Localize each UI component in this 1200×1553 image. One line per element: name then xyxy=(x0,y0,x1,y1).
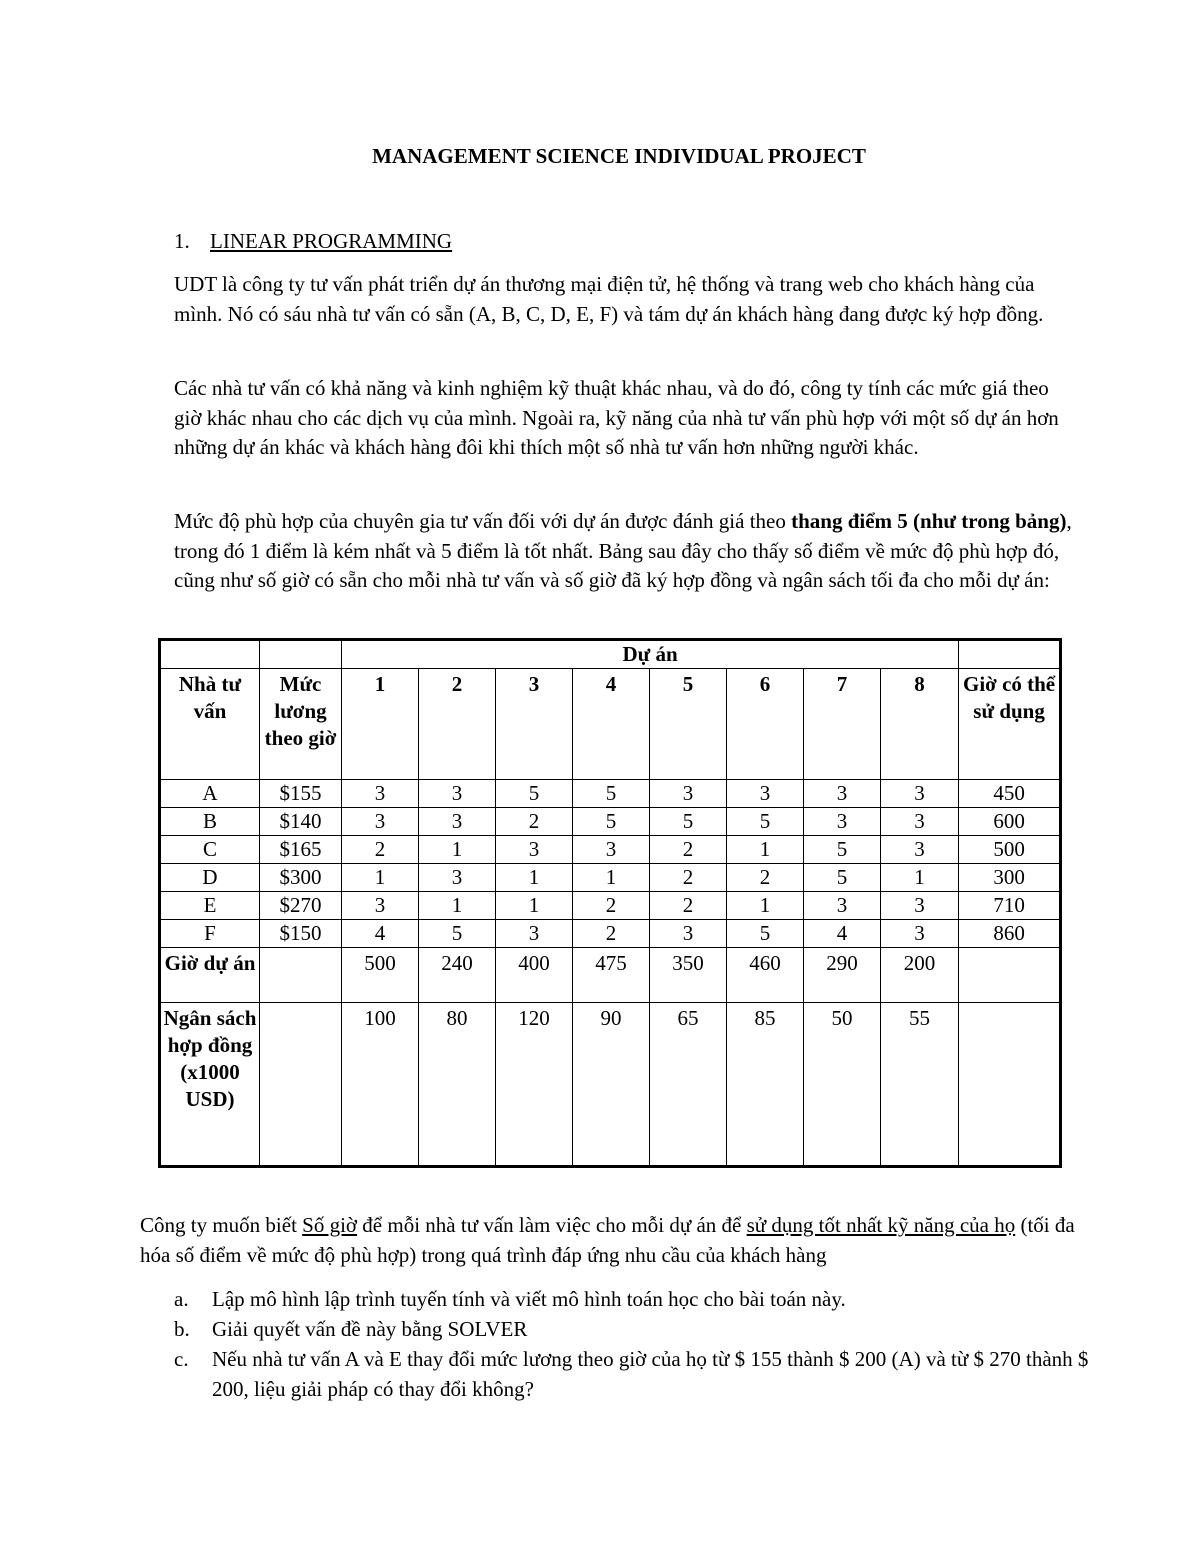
task-text: Nếu nhà tư vấn A và E thay đổi mức lương theo giờ của họ từ $ 155 thành $ 200 (A) và từ $ 270 thành $ 200, liệu giải pháp có thay đổi không? xyxy=(212,1347,1089,1401)
score-cell: 2 xyxy=(650,892,727,920)
consultant-cell: F xyxy=(160,920,260,948)
score-cell: 2 xyxy=(573,892,650,920)
project-hours-label: Giờ dự án xyxy=(160,948,260,1003)
score-cell: 1 xyxy=(573,864,650,892)
project-hours-cell: 400 xyxy=(496,948,573,1003)
empty-cell xyxy=(260,948,342,1003)
task-item xyxy=(174,1284,1104,1314)
budget-cell: 85 xyxy=(727,1003,804,1167)
score-cell: 2 xyxy=(727,864,804,892)
score-cell: 2 xyxy=(650,864,727,892)
score-cell: 4 xyxy=(342,920,419,948)
budget-cell: 90 xyxy=(573,1003,650,1167)
section-heading xyxy=(174,229,452,254)
rating-text-a: Mức độ phù hợp của chuyên gia tư vấn đối với dự án được đánh giá theo xyxy=(174,509,792,533)
score-cell: 5 xyxy=(573,780,650,808)
objective-underline-hours: Số giờ xyxy=(302,1213,358,1237)
score-cell: 3 xyxy=(419,864,496,892)
budget-cell: 100 xyxy=(342,1003,419,1167)
score-cell: 3 xyxy=(881,892,959,920)
empty-cell xyxy=(959,640,1061,669)
score-cell: 3 xyxy=(881,920,959,948)
task-item xyxy=(174,1344,1104,1404)
consultant-cell: A xyxy=(160,780,260,808)
score-cell: 2 xyxy=(650,836,727,864)
empty-cell xyxy=(160,640,260,669)
available-hours-column-header: Giờ có thể sử dụng xyxy=(959,669,1061,780)
section-number: 1. xyxy=(174,229,190,253)
consultant-cell: D xyxy=(160,864,260,892)
score-cell: 3 xyxy=(419,808,496,836)
score-cell: 5 xyxy=(496,780,573,808)
table-group-header-row xyxy=(160,640,1061,669)
empty-cell xyxy=(959,1003,1061,1167)
score-cell: 5 xyxy=(650,808,727,836)
empty-cell xyxy=(959,948,1061,1003)
rate-cell: $300 xyxy=(260,864,342,892)
task-text: Giải quyết vấn đề này bằng SOLVER xyxy=(212,1317,528,1341)
table-row xyxy=(160,920,1061,948)
rating-scale-bold: thang điểm 5 (như trong bảng) xyxy=(791,509,1067,533)
score-cell: 5 xyxy=(573,808,650,836)
empty-cell xyxy=(260,640,342,669)
score-cell: 3 xyxy=(342,808,419,836)
consultant-cell: E xyxy=(160,892,260,920)
score-cell: 3 xyxy=(573,836,650,864)
score-cell: 1 xyxy=(727,836,804,864)
rate-cell: $270 xyxy=(260,892,342,920)
table-row xyxy=(160,864,1061,892)
budget-cell: 80 xyxy=(419,1003,496,1167)
score-cell: 3 xyxy=(496,920,573,948)
available-hours-cell: 710 xyxy=(959,892,1061,920)
project-hours-cell: 350 xyxy=(650,948,727,1003)
budget-cell: 50 xyxy=(804,1003,881,1167)
project-group-header: Dự án xyxy=(342,640,959,669)
budget-cell: 65 xyxy=(650,1003,727,1167)
project-column-header: 1 xyxy=(342,669,419,780)
score-cell: 5 xyxy=(804,864,881,892)
table-row xyxy=(160,780,1061,808)
budget-cell: 120 xyxy=(496,1003,573,1167)
objective-text-c: (tối đa hóa số điểm về mức độ phù hợp) trong quá trình đáp ứng nhu cầu của khách hàng xyxy=(140,1213,1075,1267)
score-cell: 5 xyxy=(804,836,881,864)
score-cell: 3 xyxy=(342,780,419,808)
suitability-table xyxy=(158,638,1062,1168)
project-column-header: 5 xyxy=(650,669,727,780)
rating-text-b: , trong đó 1 điểm là kém nhất và 5 điểm là tốt nhất. Bảng sau đây cho thấy số điểm về mức độ phù hợp đó, cũng như số giờ có sẵn cho mỗi nhà tư vấn và số giờ đã ký hợp đồng và ngân sách tối đa cho mỗi dự án: xyxy=(174,509,1072,592)
project-hours-cell: 200 xyxy=(881,948,959,1003)
project-column-header: 2 xyxy=(419,669,496,780)
project-column-header: 3 xyxy=(496,669,573,780)
project-hours-cell: 475 xyxy=(573,948,650,1003)
score-cell: 5 xyxy=(419,920,496,948)
score-cell: 3 xyxy=(804,808,881,836)
page-title: MANAGEMENT SCIENCE INDIVIDUAL PROJECT xyxy=(372,144,866,168)
score-cell: 3 xyxy=(881,836,959,864)
score-cell: 3 xyxy=(881,808,959,836)
rate-cell: $155 xyxy=(260,780,342,808)
project-hours-cell: 290 xyxy=(804,948,881,1003)
table-row xyxy=(160,892,1061,920)
task-marker: c. xyxy=(174,1347,189,1371)
project-hours-cell: 240 xyxy=(419,948,496,1003)
intro-paragraph: UDT là công ty tư vấn phát triển dự án thương mại điện tử, hệ thống và trang web cho khách hàng của mình. Nó có sáu nhà tư vấn có sẵn (A, B, C, D, E, F) và tám dự án khách hàng đang được ký hợp đồng. xyxy=(174,272,1044,326)
score-cell: 5 xyxy=(727,920,804,948)
score-cell: 3 xyxy=(881,780,959,808)
rate-cell: $150 xyxy=(260,920,342,948)
score-cell: 2 xyxy=(573,920,650,948)
score-cell: 4 xyxy=(804,920,881,948)
rating-scale-paragraph xyxy=(174,507,1074,596)
objective-paragraph xyxy=(140,1210,1100,1270)
rate-cell: $140 xyxy=(260,808,342,836)
score-cell: 1 xyxy=(496,892,573,920)
consultant-column-header: Nhà tư vấn xyxy=(160,669,260,780)
project-column-header: 8 xyxy=(881,669,959,780)
score-cell: 3 xyxy=(419,780,496,808)
project-column-header: 6 xyxy=(727,669,804,780)
score-cell: 3 xyxy=(496,836,573,864)
score-cell: 1 xyxy=(727,892,804,920)
table-header-row xyxy=(160,669,1061,780)
budget-row xyxy=(160,1003,1061,1167)
available-hours-cell: 600 xyxy=(959,808,1061,836)
score-cell: 1 xyxy=(419,892,496,920)
score-cell: 2 xyxy=(496,808,573,836)
table-row xyxy=(160,808,1061,836)
rate-cell: $165 xyxy=(260,836,342,864)
score-cell: 3 xyxy=(804,780,881,808)
available-hours-cell: 860 xyxy=(959,920,1061,948)
rate-column-header: Mức lương theo giờ xyxy=(260,669,342,780)
score-cell: 3 xyxy=(804,892,881,920)
objective-underline-skills: sử dụng tốt nhất kỹ năng của họ xyxy=(746,1213,1016,1237)
project-column-header: 4 xyxy=(573,669,650,780)
score-cell: 3 xyxy=(650,920,727,948)
score-cell: 1 xyxy=(342,864,419,892)
project-hours-cell: 460 xyxy=(727,948,804,1003)
consultant-cell: C xyxy=(160,836,260,864)
score-cell: 1 xyxy=(419,836,496,864)
score-cell: 2 xyxy=(342,836,419,864)
task-list xyxy=(174,1284,1104,1404)
task-marker: b. xyxy=(174,1317,190,1341)
score-cell: 1 xyxy=(496,864,573,892)
task-marker: a. xyxy=(174,1287,189,1311)
task-text: Lập mô hình lập trình tuyến tính và viết mô hình toán học cho bài toán này. xyxy=(212,1287,846,1311)
score-cell: 3 xyxy=(727,780,804,808)
objective-text-a: Công ty muốn biết xyxy=(140,1213,303,1237)
budget-cell: 55 xyxy=(881,1003,959,1167)
project-hours-cell: 500 xyxy=(342,948,419,1003)
score-cell: 1 xyxy=(881,864,959,892)
objective-text-b: để mỗi nhà tư vấn làm việc cho mỗi dự án để xyxy=(357,1213,747,1237)
table-body xyxy=(160,640,1061,1167)
available-hours-cell: 500 xyxy=(959,836,1061,864)
available-hours-cell: 300 xyxy=(959,864,1061,892)
score-cell: 5 xyxy=(727,808,804,836)
task-item xyxy=(174,1314,1104,1344)
consultant-cell: B xyxy=(160,808,260,836)
budget-label: Ngân sách hợp đồng (x1000 USD) xyxy=(160,1003,260,1167)
empty-cell xyxy=(260,1003,342,1167)
available-hours-cell: 450 xyxy=(959,780,1061,808)
score-cell: 3 xyxy=(650,780,727,808)
project-hours-row xyxy=(160,948,1061,1003)
section-heading-text: LINEAR PROGRAMMING xyxy=(210,229,453,253)
project-column-header: 7 xyxy=(804,669,881,780)
score-cell: 3 xyxy=(342,892,419,920)
table-row xyxy=(160,836,1061,864)
consultant-skills-paragraph: Các nhà tư vấn có khả năng và kinh nghiệm kỹ thuật khác nhau, và do đó, công ty tính các mức giá theo giờ khác nhau cho các dịch vụ của mình. Ngoài ra, kỹ năng của nhà tư vấn phù hợp với một số dự án hơn những dự án khác và khách hàng đôi khi thích một số nhà tư vấn hơn những người khác. xyxy=(174,376,1059,459)
